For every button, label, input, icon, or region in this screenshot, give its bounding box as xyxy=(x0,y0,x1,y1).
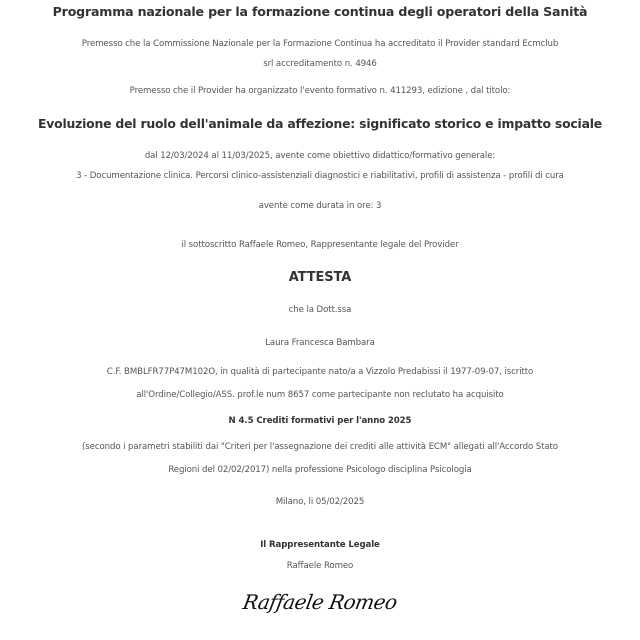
legal-representative-name: Raffaele Romeo xyxy=(286,561,354,571)
premise-line-3: Premesso che il Provider ha organizzato l'evento formativo n. 411293, edizione , dal titolo: xyxy=(129,86,511,96)
event-objective: 3 - Documentazione clinica. Percorsi clinico-assistenziali diagnostici e riabilitativi, profili di assistenza - profili di cura xyxy=(76,171,564,181)
participant-details-2: all'Ordine/Collegio/ASS. prof.le num 8657 come partecipante non reclutato ha acquisito xyxy=(136,390,504,400)
criteria-line-1: (secondo i parametri stabiliti dai "Criteri per l'assegnazione dei crediti alle attività ECM" allegati all'Accordo Stato xyxy=(82,442,558,452)
participant-intro: che la Dott.ssa xyxy=(288,305,352,315)
participant-details-1: C.F. BMBLFR77P47M102O, in qualità di partecipante nato/a a Vizzolo Predabissi il 1977-09-07, iscritto xyxy=(106,367,534,377)
premise-line-2: srl accreditamento n. 4946 xyxy=(263,59,377,69)
participant-name: Laura Francesca Bambara xyxy=(265,338,375,348)
credits-statement: N 4.5 Crediti formativi per l'anno 2025 xyxy=(228,416,412,426)
attesta-heading: ATTESTA xyxy=(288,270,352,285)
document-title: Programma nazionale per la formazione continua degli operatori della Sanità xyxy=(52,4,588,19)
handwritten-signature: Raffaele Romeo xyxy=(241,590,399,614)
place-date: Milano, li 05/02/2025 xyxy=(275,497,365,507)
legal-representative-role: Il Rappresentante Legale xyxy=(260,540,380,550)
criteria-line-2: Regioni del 02/02/2017) nella professione Psicologo disciplina Psicologia xyxy=(168,465,472,475)
signer-statement: il sottoscritto Raffaele Romeo, Rappresentante legale del Provider xyxy=(181,240,459,250)
premise-line-1: Premesso che la Commissione Nazionale per la Formazione Continua ha accreditato il Provider standard Ecmclub xyxy=(81,39,559,49)
event-duration: avente come durata in ore: 3 xyxy=(258,201,382,211)
event-dates: dal 12/03/2024 al 11/03/2025, avente come obiettivo didattico/formativo generale: xyxy=(144,151,496,161)
event-title: Evoluzione del ruolo dell'animale da affezione: significato storico e impatto sociale xyxy=(37,116,603,131)
